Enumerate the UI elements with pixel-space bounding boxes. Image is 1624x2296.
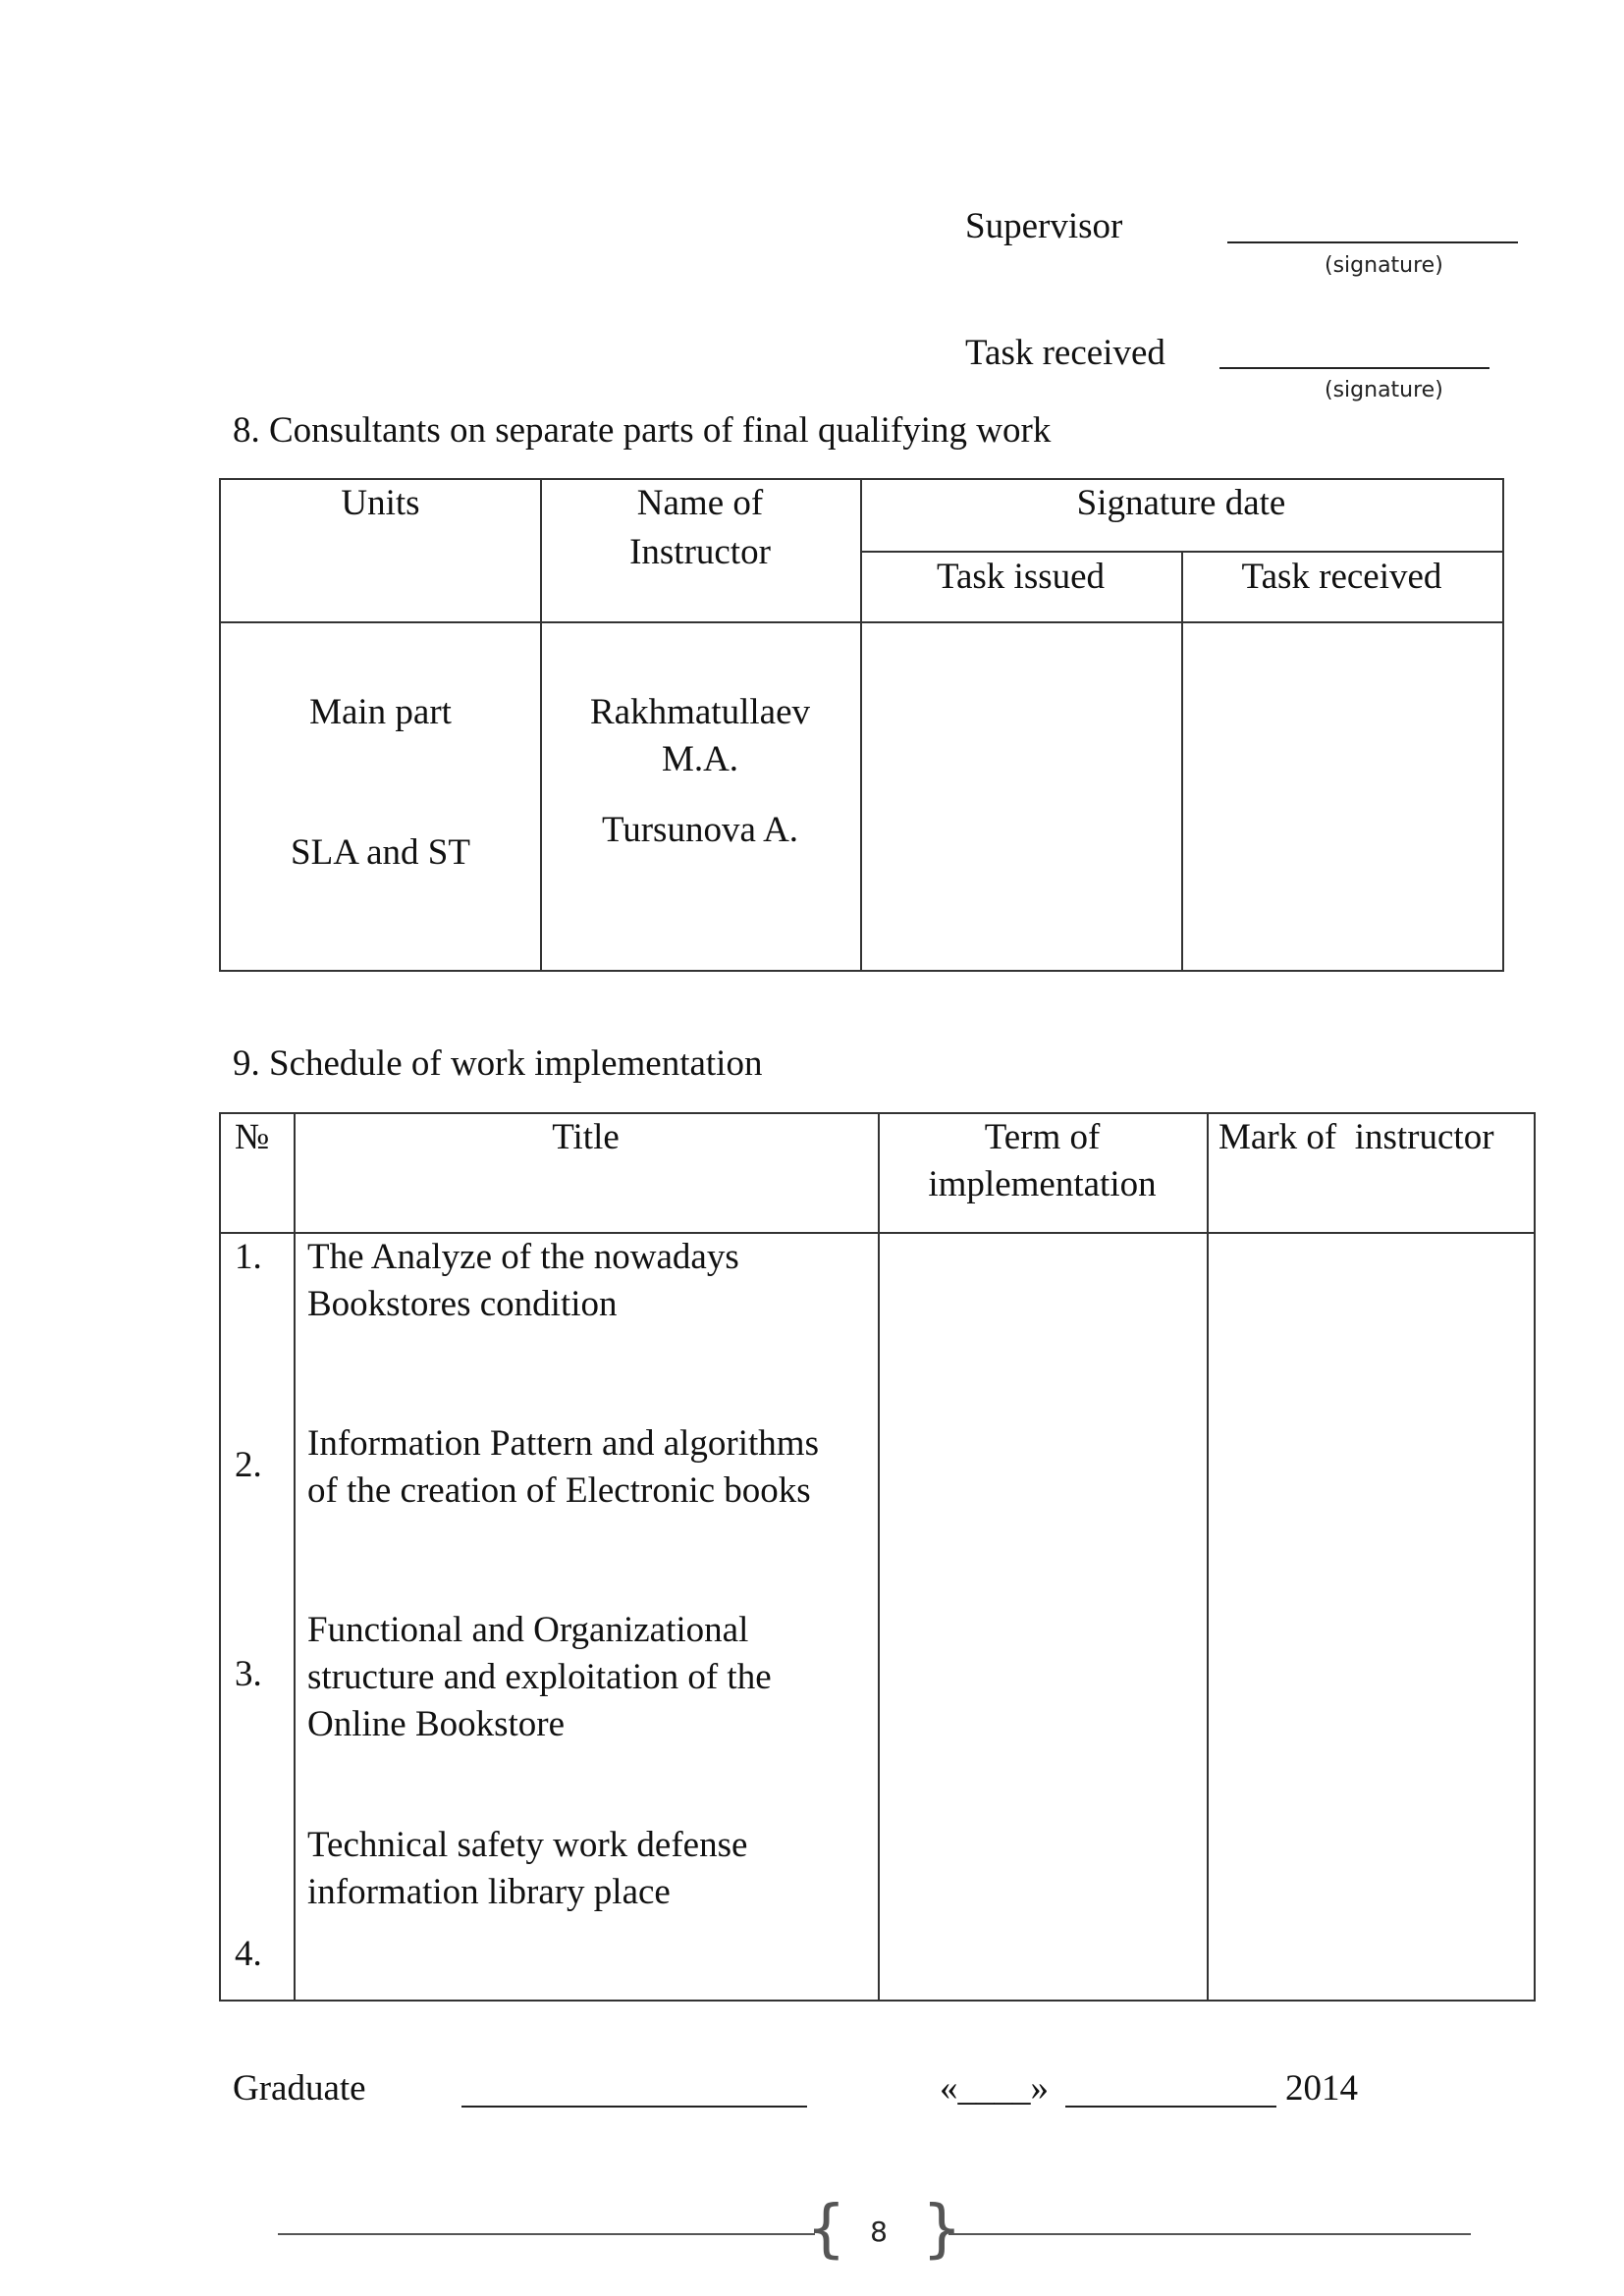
graduate-signature-line xyxy=(461,2106,807,2108)
task-received-signature-line xyxy=(1219,367,1489,369)
row-4-title-line2: information library place xyxy=(307,1872,671,1912)
row-1-title-line2: Bookstores condition xyxy=(307,1284,618,1324)
footer-rule-right xyxy=(948,2233,1471,2235)
header-signature-date: Signature date xyxy=(1076,483,1286,523)
row-4-title-line1: Technical safety work defense xyxy=(307,1825,748,1865)
row-3-number: 3. xyxy=(235,1654,262,1694)
header-task-received: Task received xyxy=(1241,557,1442,597)
page-number: 8 xyxy=(870,2216,888,2248)
section-8-heading: 8. Consultants on separate parts of final qualifying work xyxy=(233,410,1052,451)
supervisor-signature-line xyxy=(1227,241,1518,243)
row-1-number: 1. xyxy=(235,1237,262,1277)
header-name-line2: Instructor xyxy=(629,532,771,572)
date-month-line xyxy=(1065,2106,1276,2108)
task-received-label: Task received xyxy=(965,333,1165,373)
task-received-signature-hint: (signature) xyxy=(1325,378,1443,402)
footer-left-bracket: { xyxy=(806,2193,846,2266)
header-term-line2: implementation xyxy=(928,1164,1157,1204)
section-9-heading: 9. Schedule of work implementation xyxy=(233,1043,763,1084)
row-4-number: 4. xyxy=(235,1934,262,1974)
header-name-line1: Name of xyxy=(636,483,764,523)
supervisor-label: Supervisor xyxy=(965,206,1123,246)
date-day-field: «____» xyxy=(940,2068,1049,2109)
row-2-title-line1: Information Pattern and algorithms xyxy=(307,1423,819,1464)
row-instructor-2: Tursunova A. xyxy=(601,810,799,850)
header-mark: Mark of instructor xyxy=(1218,1117,1494,1157)
row-3-title-line1: Functional and Organizational xyxy=(307,1610,749,1650)
row-3-title-line2: structure and exploitation of the xyxy=(307,1657,772,1697)
row-instructor-1-line1: Rakhmatullaev xyxy=(590,692,810,732)
row-instructor-1-line2: M.A. xyxy=(661,739,739,779)
row-1-title-line1: The Analyze of the nowadays xyxy=(307,1237,739,1277)
header-term-line1: Term of xyxy=(984,1117,1101,1157)
header-task-issued: Task issued xyxy=(936,557,1106,597)
footer-right-bracket: } xyxy=(922,2193,962,2266)
consultants-table xyxy=(219,478,1504,972)
row-unit-main-part: Main part xyxy=(309,692,452,732)
graduate-label: Graduate xyxy=(233,2068,366,2109)
footer-rule-left xyxy=(278,2233,815,2235)
row-unit-sla: SLA and ST xyxy=(291,832,470,873)
row-2-title-line2: of the creation of Electronic books xyxy=(307,1470,811,1511)
schedule-table xyxy=(219,1112,1536,2002)
supervisor-signature-hint: (signature) xyxy=(1325,253,1443,278)
row-3-title-line3: Online Bookstore xyxy=(307,1704,566,1744)
date-year: 2014 xyxy=(1285,2068,1358,2109)
header-units: Units xyxy=(341,483,420,523)
header-title: Title xyxy=(552,1117,620,1157)
header-number: № xyxy=(235,1117,270,1157)
row-2-number: 2. xyxy=(235,1445,262,1485)
